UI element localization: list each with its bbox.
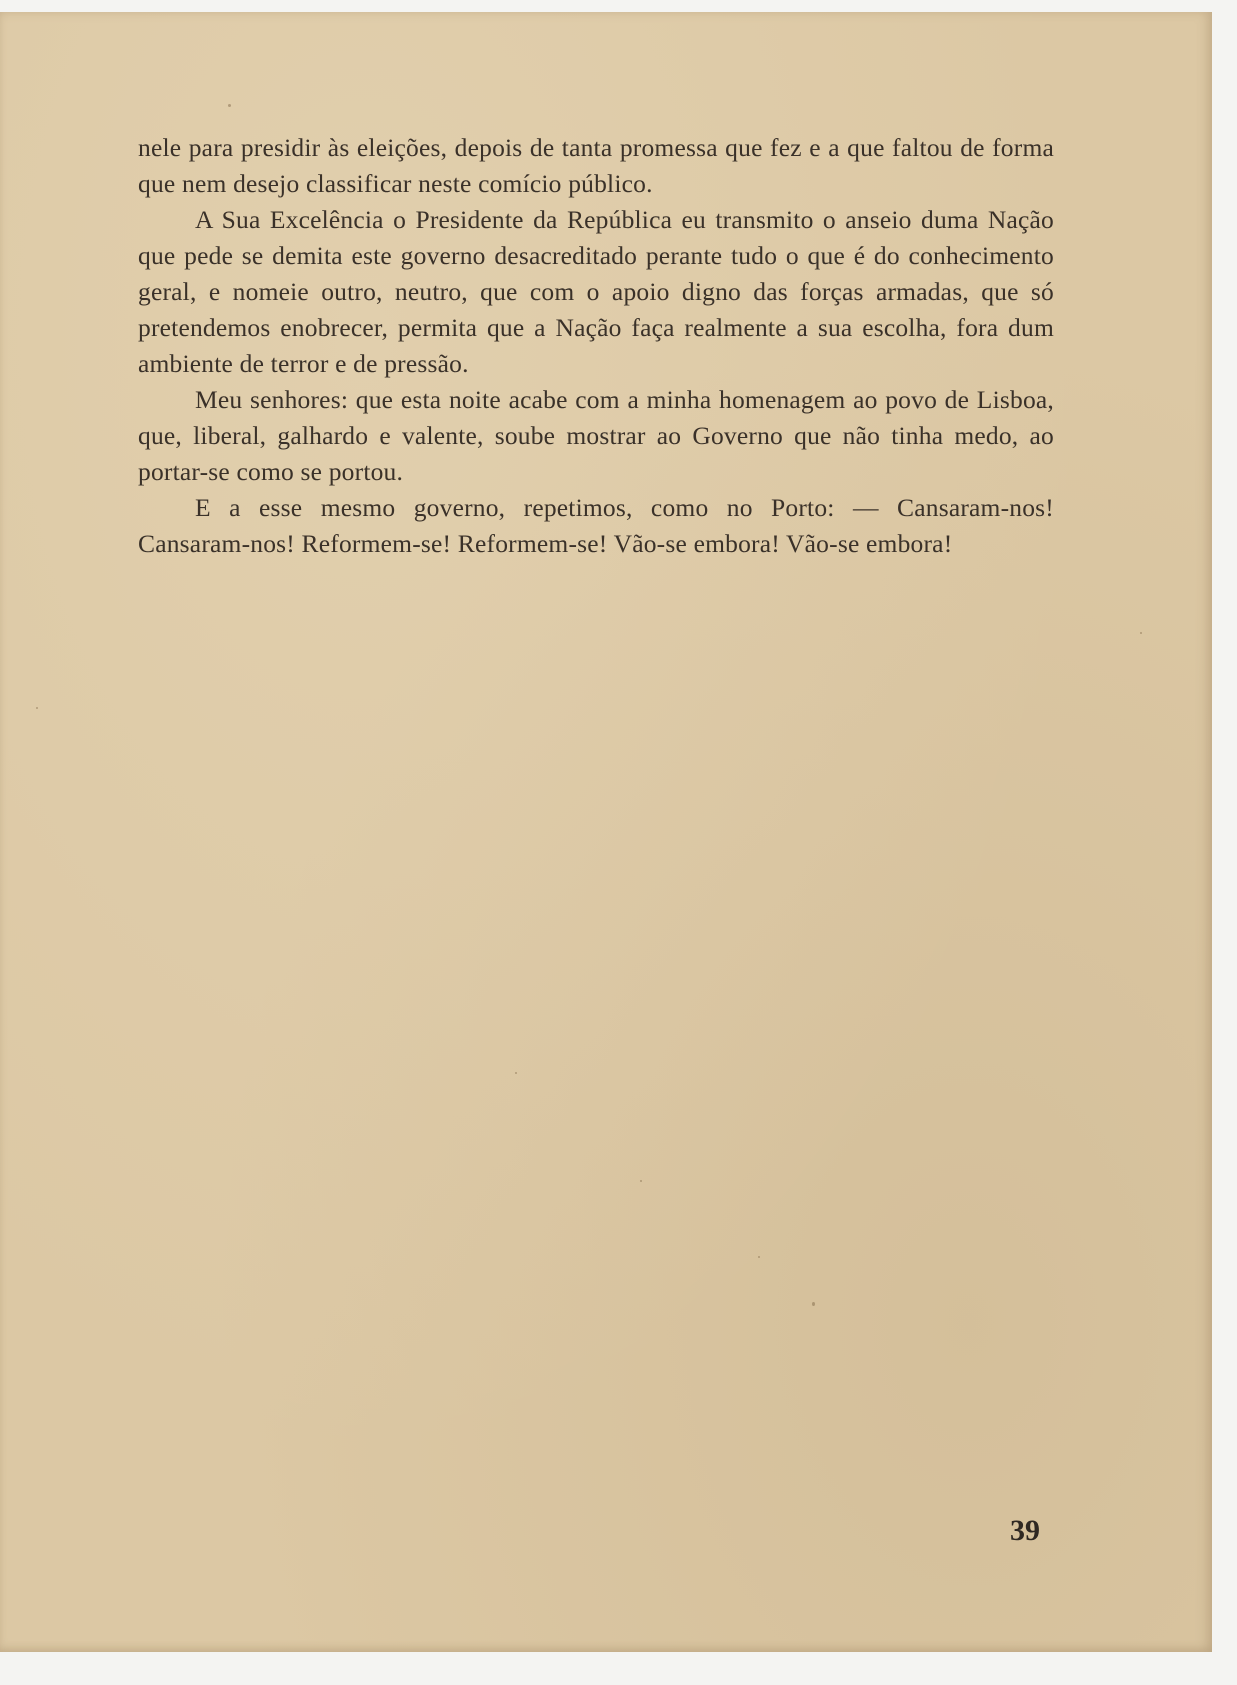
paper-speck — [1140, 632, 1142, 634]
paragraph-2: A Sua Excelência o Presidente da República eu transmito o anseio duma Nação que pede se demita este governo desacreditado perante tudo o que é do conhecimento geral, e nomeie outro, neutro, que com o apoio digno das forças armadas, que só pretendemos enobrecer, permita que a Nação faça realmente a sua escolha, fora dum ambiente de terror e de pressão. — [138, 205, 1054, 378]
body-text — [138, 130, 1054, 562]
paragraph-4: E a esse mesmo governo, repetimos, como no Porto: — Cansaram-nos! Cansaram-nos! Reformem-se! Reformem-se! Vão-se embora! Vão-se embora! — [138, 493, 1054, 558]
paragraph-1: nele para presidir às eleições, depois de tanta promessa que fez e a que faltou de forma que nem desejo classificar neste comício público. — [138, 133, 1054, 198]
page-number: 39 — [1010, 1514, 1040, 1547]
paper-speck — [228, 104, 231, 107]
paper-speck — [812, 1302, 815, 1306]
paper-speck — [36, 707, 38, 709]
paper-speck — [640, 1180, 642, 1182]
paper-page — [0, 12, 1212, 1652]
paper-speck — [515, 1072, 517, 1074]
paper-speck — [758, 1256, 760, 1258]
paragraph-3: Meu senhores: que esta noite acabe com a minha homenagem ao povo de Lisboa, que, liberal, galhardo e valente, soube mostrar ao Governo que não tinha medo, ao portar-se como se portou. — [138, 385, 1054, 486]
